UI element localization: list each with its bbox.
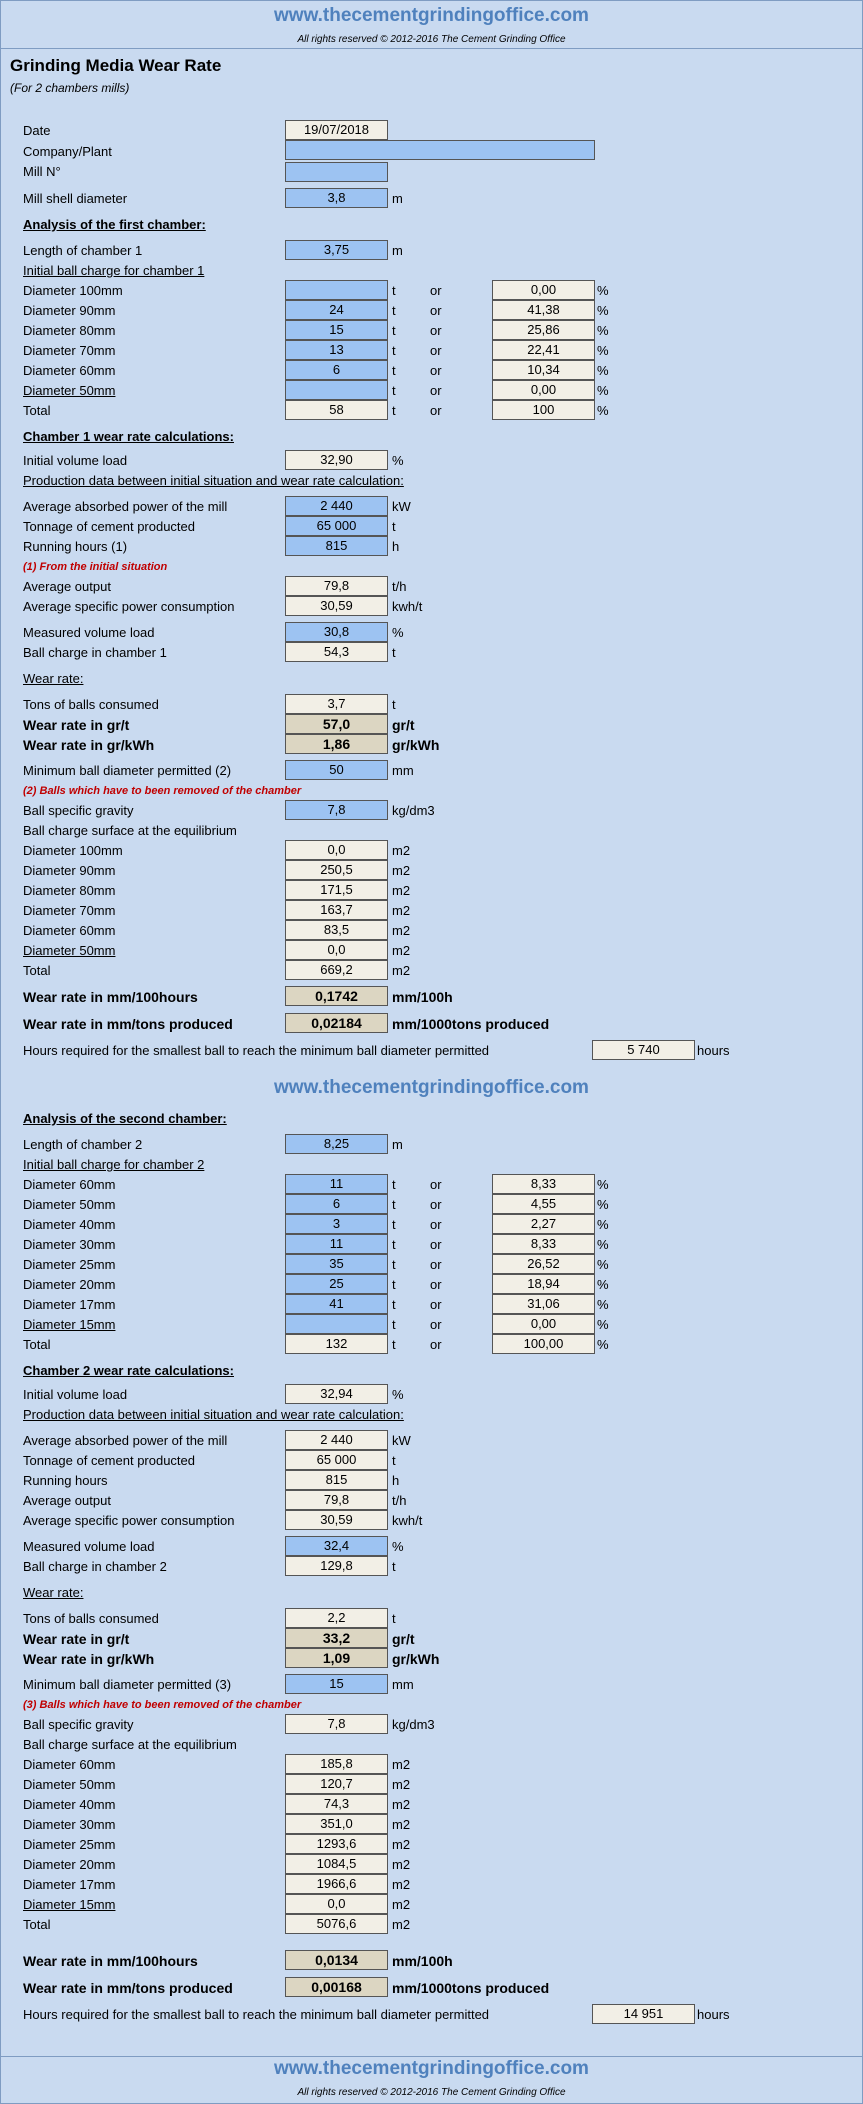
ch2-surface-cell: 1084,5	[285, 1854, 388, 1874]
ch1-calc-heading: Chamber 1 wear rate calculations:	[23, 429, 234, 444]
ch1-charge-pct: 0,00	[492, 380, 595, 400]
ch2-charge-tons[interactable]: 11	[285, 1234, 388, 1254]
ch1-tonnage-unit: t	[392, 519, 396, 534]
ch1-length-input[interactable]: 3,75	[285, 240, 388, 260]
ch2-charge-tons-unit: t	[392, 1277, 396, 1292]
ch2-charge-or: or	[430, 1237, 442, 1252]
ch2-charge-or: or	[430, 1197, 442, 1212]
ch2-mmtons-label: Wear rate in mm/tons produced	[23, 1980, 233, 1996]
ch1-power-cell[interactable]: 2 440	[285, 496, 388, 516]
ch2-surface-cell: 185,8	[285, 1754, 388, 1774]
ch2-charge-pct: 2,27	[492, 1214, 595, 1234]
ch2-charge-pct: 100,00	[492, 1334, 595, 1354]
copyright-bottom: All rights reserved © 2012-2016 The Cement Grinding Office	[297, 2087, 566, 2098]
ch2-mmtons-cell: 0,00168	[285, 1977, 388, 1997]
ch2-sg-unit: kg/dm3	[392, 1717, 435, 1732]
ch2-charge-tons: 132	[285, 1334, 388, 1354]
ch1-note-2: (2) Balls which have to been removed of the chamber	[23, 785, 302, 797]
ch2-surface-unit: m2	[392, 1857, 411, 1872]
ch2-grkwh-unit-bold: gr/kWh	[392, 1651, 440, 1667]
ch1-sg-unit: kg/dm3	[392, 803, 435, 818]
date-label: Date	[23, 123, 51, 138]
ch2-surface-unit: m2	[392, 1777, 411, 1792]
ch2-charge-tons[interactable]: 25	[285, 1274, 388, 1294]
ch1-charge-tons[interactable]: 15	[285, 320, 388, 340]
ch2-charge-pct-unit: %	[597, 1217, 609, 1232]
ch2-hours-cell: 815	[285, 1470, 388, 1490]
ch2-surface-cell: 1966,6	[285, 1874, 388, 1894]
ch2-surface-unit: m2	[392, 1757, 411, 1772]
ch2-ivl-cell: 32,94	[285, 1384, 388, 1404]
ch2-grkwh-label: Wear rate in gr/kWh	[23, 1651, 155, 1667]
ch2-charge-label: Diameter 60mm	[23, 1177, 116, 1192]
ch1-bc-label: Ball charge in chamber 1	[23, 645, 167, 660]
ch1-spc-cell: 30,59	[285, 596, 388, 616]
ch2-mmtons-unit-bold: mm/1000tons produced	[392, 1980, 550, 1996]
ch1-surface-cell: 0,0	[285, 840, 388, 860]
ch2-surface-unit: m2	[392, 1817, 411, 1832]
ch1-surface-label: Diameter 70mm	[23, 903, 116, 918]
company-label: Company/Plant	[23, 144, 112, 159]
ch1-charge-tons-unit: t	[392, 303, 396, 318]
ch2-consumed-unit: t	[392, 1611, 396, 1626]
ch2-surface-cell: 0,0	[285, 1894, 388, 1914]
ch1-surface-cell: 669,2	[285, 960, 388, 980]
ch2-calc-heading: Chamber 2 wear rate calculations:	[23, 1363, 234, 1378]
ch2-power-label: Average absorbed power of the mill	[23, 1433, 228, 1448]
ch1-hreq-label: Hours required for the smallest ball to reach the minimum ball diameter permitted	[23, 1043, 490, 1058]
ch1-surface-unit: m2	[392, 883, 411, 898]
ch1-charge-heading: Initial ball charge for chamber 1	[23, 263, 205, 278]
site-link-top[interactable]: www.thecementgrindingoffice.com	[274, 5, 589, 26]
ch2-heading: Analysis of the second chamber:	[23, 1111, 227, 1126]
ch2-charge-tons[interactable]	[285, 1314, 388, 1334]
divider-top	[0, 48, 863, 49]
ch1-surface-label: Diameter 90mm	[23, 863, 116, 878]
ch1-output-cell: 79,8	[285, 576, 388, 596]
ch2-hours-label: Running hours	[23, 1473, 108, 1488]
ch1-surface-label: Diameter 80mm	[23, 883, 116, 898]
ch1-mvl-label: Measured volume load	[23, 625, 155, 640]
ch1-bc-unit: t	[392, 645, 396, 660]
ch2-surface-cell: 1293,6	[285, 1834, 388, 1854]
ch2-surface-unit: m2	[392, 1917, 411, 1932]
sheet-subtitle: (For 2 chambers mills)	[10, 81, 130, 95]
ch1-surface-label: Diameter 50mm	[23, 943, 116, 958]
ch1-hours-unit: h	[392, 539, 400, 554]
ch1-surface-unit: m2	[392, 923, 411, 938]
ch2-charge-pct: 4,55	[492, 1194, 595, 1214]
ch1-power-label: Average absorbed power of the mill	[23, 499, 228, 514]
ch2-charge-tons[interactable]: 41	[285, 1294, 388, 1314]
ch1-charge-tons-unit: t	[392, 383, 396, 398]
ch1-charge-pct: 100	[492, 400, 595, 420]
ch2-surface-label: Diameter 50mm	[23, 1777, 116, 1792]
ch1-surface-cell: 163,7	[285, 900, 388, 920]
ch1-charge-label: Diameter 90mm	[23, 303, 116, 318]
ch2-charge-tons-unit: t	[392, 1237, 396, 1252]
ch1-charge-tons[interactable]: 24	[285, 300, 388, 320]
ch1-charge-pct-unit: %	[597, 363, 609, 378]
ch1-note-1: (1) From the initial situation	[23, 561, 168, 573]
ch1-charge-or: or	[430, 403, 442, 418]
ch1-power-unit: kW	[392, 499, 411, 514]
ch2-charge-pct-unit: %	[597, 1277, 609, 1292]
ch2-charge-tons[interactable]: 6	[285, 1194, 388, 1214]
ch2-mm100-label: Wear rate in mm/100hours	[23, 1953, 198, 1969]
ch2-charge-label: Diameter 17mm	[23, 1297, 116, 1312]
ch2-hreq-label: Hours required for the smallest ball to reach the minimum ball diameter permitted	[23, 2007, 490, 2022]
ch2-surface-unit: m2	[392, 1897, 411, 1912]
ch1-charge-or: or	[430, 383, 442, 398]
ch2-charge-tons-unit: t	[392, 1297, 396, 1312]
ch1-charge-label: Diameter 100mm	[23, 283, 123, 298]
ch2-charge-pct: 8,33	[492, 1234, 595, 1254]
ch1-ivl-cell: 32,90	[285, 450, 388, 470]
ch2-charge-label: Diameter 15mm	[23, 1317, 116, 1332]
ch1-surface-unit: m2	[392, 863, 411, 878]
ch1-surface-label: Diameter 100mm	[23, 843, 123, 858]
ch1-surface-label: Total	[23, 963, 51, 978]
ch2-surface-label: Diameter 60mm	[23, 1757, 116, 1772]
ch1-charge-tons[interactable]	[285, 380, 388, 400]
ch2-charge-pct: 8,33	[492, 1174, 595, 1194]
ch2-grt-cell: 33,2	[285, 1628, 388, 1648]
ch2-charge-label: Total	[23, 1337, 51, 1352]
ch2-charge-tons-unit: t	[392, 1257, 396, 1272]
ch2-surface-unit: m2	[392, 1837, 411, 1852]
ch1-bc-cell: 54,3	[285, 642, 388, 662]
ch2-charge-tons-unit: t	[392, 1217, 396, 1232]
ch2-surface-cell: 5076,6	[285, 1914, 388, 1934]
ch1-surface-unit: m2	[392, 943, 411, 958]
ch1-charge-label: Diameter 50mm	[23, 383, 116, 398]
ch2-surface-label: Total	[23, 1917, 51, 1932]
ch2-sg-label: Ball specific gravity	[23, 1717, 134, 1732]
ch2-spc-label: Average specific power consumption	[23, 1513, 235, 1528]
ch1-charge-pct: 10,34	[492, 360, 595, 380]
ch2-length-input[interactable]: 8,25	[285, 1134, 388, 1154]
ch1-hreq-cell: 5 740	[592, 1040, 695, 1060]
ch1-tonnage-label: Tonnage of cement producted	[23, 519, 196, 534]
ch2-hours-unit: h	[392, 1473, 400, 1488]
ch2-grt-label: Wear rate in gr/t	[23, 1631, 130, 1647]
ch1-surface-unit: m2	[392, 963, 411, 978]
ch2-surface-label: Diameter 40mm	[23, 1797, 116, 1812]
ch1-length-unit: m	[392, 243, 403, 258]
company-input[interactable]	[285, 140, 595, 160]
ch2-charge-pct: 26,52	[492, 1254, 595, 1274]
ch1-charge-pct-unit: %	[597, 403, 609, 418]
diameter-input[interactable]: 3,8	[285, 188, 388, 208]
ch2-grt-unit-bold: gr/t	[392, 1631, 415, 1647]
ch2-ivl-label: Initial volume load	[23, 1387, 128, 1402]
ch1-surface-cell: 0,0	[285, 940, 388, 960]
ch1-charge-pct: 0,00	[492, 280, 595, 300]
ch2-power-unit: kW	[392, 1433, 411, 1448]
ch2-tonnage-cell: 65 000	[285, 1450, 388, 1470]
ch2-charge-tons[interactable]: 11	[285, 1174, 388, 1194]
ch1-surface-unit: m2	[392, 903, 411, 918]
sheet-title: Grinding Media Wear Rate	[10, 56, 222, 75]
ch2-spc-unit: kwh/t	[392, 1513, 423, 1528]
ch1-charge-pct: 22,41	[492, 340, 595, 360]
ch2-charge-tons[interactable]: 35	[285, 1254, 388, 1274]
ch1-mmtons-cell: 0,02184	[285, 1013, 388, 1033]
ch1-grkwh-unit-bold: gr/kWh	[392, 737, 440, 753]
ch2-output-label: Average output	[23, 1493, 111, 1508]
ch1-charge-pct: 41,38	[492, 300, 595, 320]
diameter-unit: m	[392, 191, 403, 206]
ch1-mmtons-unit-bold: mm/1000tons produced	[392, 1016, 550, 1032]
ch2-charge-pct: 0,00	[492, 1314, 595, 1334]
ch2-charge-tons[interactable]: 3	[285, 1214, 388, 1234]
ch1-charge-tons-unit: t	[392, 363, 396, 378]
ch1-surface-label: Diameter 60mm	[23, 923, 116, 938]
ch2-bc-label: Ball charge in chamber 2	[23, 1559, 167, 1574]
ch2-surf-heading: Ball charge surface at the equilibrium	[23, 1737, 237, 1752]
ch1-charge-pct-unit: %	[597, 283, 609, 298]
ch1-charge-tons-unit: t	[392, 283, 396, 298]
ch2-surface-unit: m2	[392, 1797, 411, 1812]
ch1-hours-cell[interactable]: 815	[285, 536, 388, 556]
ch1-mm100-cell: 0,1742	[285, 986, 388, 1006]
ch2-power-cell: 2 440	[285, 1430, 388, 1450]
ch1-surface-cell: 171,5	[285, 880, 388, 900]
ch2-surface-cell: 120,7	[285, 1774, 388, 1794]
ch1-consumed-unit: t	[392, 697, 396, 712]
ch2-bc-unit: t	[392, 1559, 396, 1574]
ch2-charge-tons-unit: t	[392, 1197, 396, 1212]
ch2-charge-pct-unit: %	[597, 1237, 609, 1252]
ch1-consumed-label: Tons of balls consumed	[23, 697, 159, 712]
ch2-mvl-label: Measured volume load	[23, 1539, 155, 1554]
ch1-charge-tons[interactable]	[285, 280, 388, 300]
ch1-charge-tons-unit: t	[392, 323, 396, 338]
ch1-charge-tons-unit: t	[392, 343, 396, 358]
ch2-charge-pct: 18,94	[492, 1274, 595, 1294]
ch1-hreq-unit: hours	[697, 1043, 730, 1058]
ch1-charge-label: Diameter 70mm	[23, 343, 116, 358]
ch2-minball-input[interactable]: 15	[285, 1674, 388, 1694]
site-link-middle[interactable]: www.thecementgrindingoffice.com	[274, 1077, 589, 1098]
ch1-charge-or: or	[430, 343, 442, 358]
mill-input[interactable]	[285, 162, 388, 182]
ch1-mm100-unit-bold: mm/100h	[392, 989, 453, 1005]
copyright-top: All rights reserved © 2012-2016 The Cement Grinding Office	[297, 34, 566, 45]
ch1-charge-or: or	[430, 303, 442, 318]
ch1-consumed-cell: 3,7	[285, 694, 388, 714]
ch2-charge-tons-unit: t	[392, 1317, 396, 1332]
ch2-charge-or: or	[430, 1337, 442, 1352]
ch1-surface-unit: m2	[392, 843, 411, 858]
diameter-label: Mill shell diameter	[23, 191, 128, 206]
ch2-length-label: Length of chamber 2	[23, 1137, 143, 1152]
ch2-length-unit: m	[392, 1137, 403, 1152]
ch2-charge-or: or	[430, 1257, 442, 1272]
ch1-spc-label: Average specific power consumption	[23, 599, 235, 614]
ch2-charge-or: or	[430, 1177, 442, 1192]
ch2-charge-pct-unit: %	[597, 1257, 609, 1272]
mill-label: Mill N°	[23, 164, 61, 179]
ch2-charge-pct: 31,06	[492, 1294, 595, 1314]
ch2-spc-cell: 30,59	[285, 1510, 388, 1530]
ch1-charge-label: Diameter 60mm	[23, 363, 116, 378]
ch2-minball-unit: mm	[392, 1677, 414, 1692]
ch1-minball-unit: mm	[392, 763, 414, 778]
ch1-ivl-unit: %	[392, 453, 404, 468]
site-link-bottom[interactable]: www.thecementgrindingoffice.com	[274, 2058, 589, 2079]
ch1-charge-pct-unit: %	[597, 343, 609, 358]
ch2-sg-cell: 7,8	[285, 1714, 388, 1734]
ch2-charge-label: Diameter 25mm	[23, 1257, 116, 1272]
ch1-charge-pct-unit: %	[597, 383, 609, 398]
ch1-charge-pct: 25,86	[492, 320, 595, 340]
ch1-grt-unit-bold: gr/t	[392, 717, 415, 733]
ch2-mvl-input[interactable]: 32,4	[285, 1536, 388, 1556]
ch2-surface-label: Diameter 15mm	[23, 1897, 116, 1912]
ch2-wr-heading: Wear rate:	[23, 1585, 84, 1600]
ch1-output-label: Average output	[23, 579, 111, 594]
ch2-surface-unit: m2	[392, 1877, 411, 1892]
ch1-charge-tons[interactable]: 6	[285, 360, 388, 380]
ch2-surface-cell: 351,0	[285, 1814, 388, 1834]
ch2-charge-pct-unit: %	[597, 1297, 609, 1312]
ch2-tonnage-label: Tonnage of cement producted	[23, 1453, 196, 1468]
ch2-charge-heading: Initial ball charge for chamber 2	[23, 1157, 205, 1172]
ch1-prod-heading: Production data between initial situation and wear rate calculation:	[23, 473, 404, 488]
ch2-hreq-cell: 14 951	[592, 2004, 695, 2024]
ch2-output-unit: t/h	[392, 1493, 407, 1508]
ch1-grkwh-label: Wear rate in gr/kWh	[23, 737, 155, 753]
ch1-charge-or: or	[430, 323, 442, 338]
ch1-spc-unit: kwh/t	[392, 599, 423, 614]
ch1-grt-cell: 57,0	[285, 714, 388, 734]
ch2-charge-label: Diameter 50mm	[23, 1197, 116, 1212]
ch2-hreq-unit: hours	[697, 2007, 730, 2022]
ch1-minball-input[interactable]: 50	[285, 760, 388, 780]
ch1-mvl-input[interactable]: 30,8	[285, 622, 388, 642]
ch1-charge-pct-unit: %	[597, 303, 609, 318]
ch2-surface-label: Diameter 17mm	[23, 1877, 116, 1892]
ch2-charge-pct-unit: %	[597, 1337, 609, 1352]
ch1-charge-tons: 58	[285, 400, 388, 420]
ch1-minball-label: Minimum ball diameter permitted (2)	[23, 763, 232, 778]
ch2-charge-tons-unit: t	[392, 1177, 396, 1192]
ch1-grt-label: Wear rate in gr/t	[23, 717, 130, 733]
ch2-mvl-unit: %	[392, 1539, 404, 1554]
ch1-length-label: Length of chamber 1	[23, 243, 143, 258]
ch2-consumed-label: Tons of balls consumed	[23, 1611, 159, 1626]
ch2-surface-label: Diameter 30mm	[23, 1817, 116, 1832]
ch2-charge-tons-unit: t	[392, 1337, 396, 1352]
date-cell[interactable]: 19/07/2018	[285, 120, 388, 140]
ch2-ivl-unit: %	[392, 1387, 404, 1402]
ch2-note-2: (3) Balls which have to been removed of the chamber	[23, 1699, 302, 1711]
ch1-charge-tons[interactable]: 13	[285, 340, 388, 360]
ch2-tonnage-unit: t	[392, 1453, 396, 1468]
ch2-charge-label: Diameter 20mm	[23, 1277, 116, 1292]
ch2-grkwh-cell: 1,09	[285, 1648, 388, 1668]
ch1-heading: Analysis of the first chamber:	[23, 217, 206, 232]
ch2-bc-cell: 129,8	[285, 1556, 388, 1576]
ch2-charge-or: or	[430, 1297, 442, 1312]
ch2-minball-label: Minimum ball diameter permitted (3)	[23, 1677, 232, 1692]
ch2-charge-pct-unit: %	[597, 1197, 609, 1212]
ch2-charge-or: or	[430, 1317, 442, 1332]
ch1-surf-heading: Ball charge surface at the equilibrium	[23, 823, 237, 838]
ch2-charge-or: or	[430, 1217, 442, 1232]
ch1-charge-label: Total	[23, 403, 51, 418]
ch2-charge-or: or	[430, 1277, 442, 1292]
ch2-mm100-unit-bold: mm/100h	[392, 1953, 453, 1969]
ch1-charge-tons-unit: t	[392, 403, 396, 418]
ch2-charge-pct-unit: %	[597, 1317, 609, 1332]
ch2-mm100-cell: 0,0134	[285, 1950, 388, 1970]
ch1-surface-cell: 250,5	[285, 860, 388, 880]
ch1-sg-cell[interactable]: 7,8	[285, 800, 388, 820]
ch1-wr-heading: Wear rate:	[23, 671, 84, 686]
ch2-charge-pct-unit: %	[597, 1177, 609, 1192]
ch1-charge-label: Diameter 80mm	[23, 323, 116, 338]
ch1-charge-or: or	[430, 363, 442, 378]
ch1-grkwh-cell: 1,86	[285, 734, 388, 754]
ch2-surface-cell: 74,3	[285, 1794, 388, 1814]
ch1-charge-or: or	[430, 283, 442, 298]
ch1-hours-label: Running hours (1)	[23, 539, 128, 554]
ch1-ivl-label: Initial volume load	[23, 453, 128, 468]
ch1-mmtons-label: Wear rate in mm/tons produced	[23, 1016, 233, 1032]
ch1-output-unit: t/h	[392, 579, 407, 594]
ch1-sg-label: Ball specific gravity	[23, 803, 134, 818]
ch1-mm100-label: Wear rate in mm/100hours	[23, 989, 198, 1005]
ch2-charge-label: Diameter 40mm	[23, 1217, 116, 1232]
ch2-output-cell: 79,8	[285, 1490, 388, 1510]
ch2-surface-label: Diameter 20mm	[23, 1857, 116, 1872]
ch2-consumed-cell: 2,2	[285, 1608, 388, 1628]
ch2-prod-heading: Production data between initial situation and wear rate calculation:	[23, 1407, 404, 1422]
ch1-charge-pct-unit: %	[597, 323, 609, 338]
ch2-charge-label: Diameter 30mm	[23, 1237, 116, 1252]
ch1-surface-cell: 83,5	[285, 920, 388, 940]
ch2-surface-label: Diameter 25mm	[23, 1837, 116, 1852]
ch1-tonnage-cell[interactable]: 65 000	[285, 516, 388, 536]
ch1-mvl-unit: %	[392, 625, 404, 640]
